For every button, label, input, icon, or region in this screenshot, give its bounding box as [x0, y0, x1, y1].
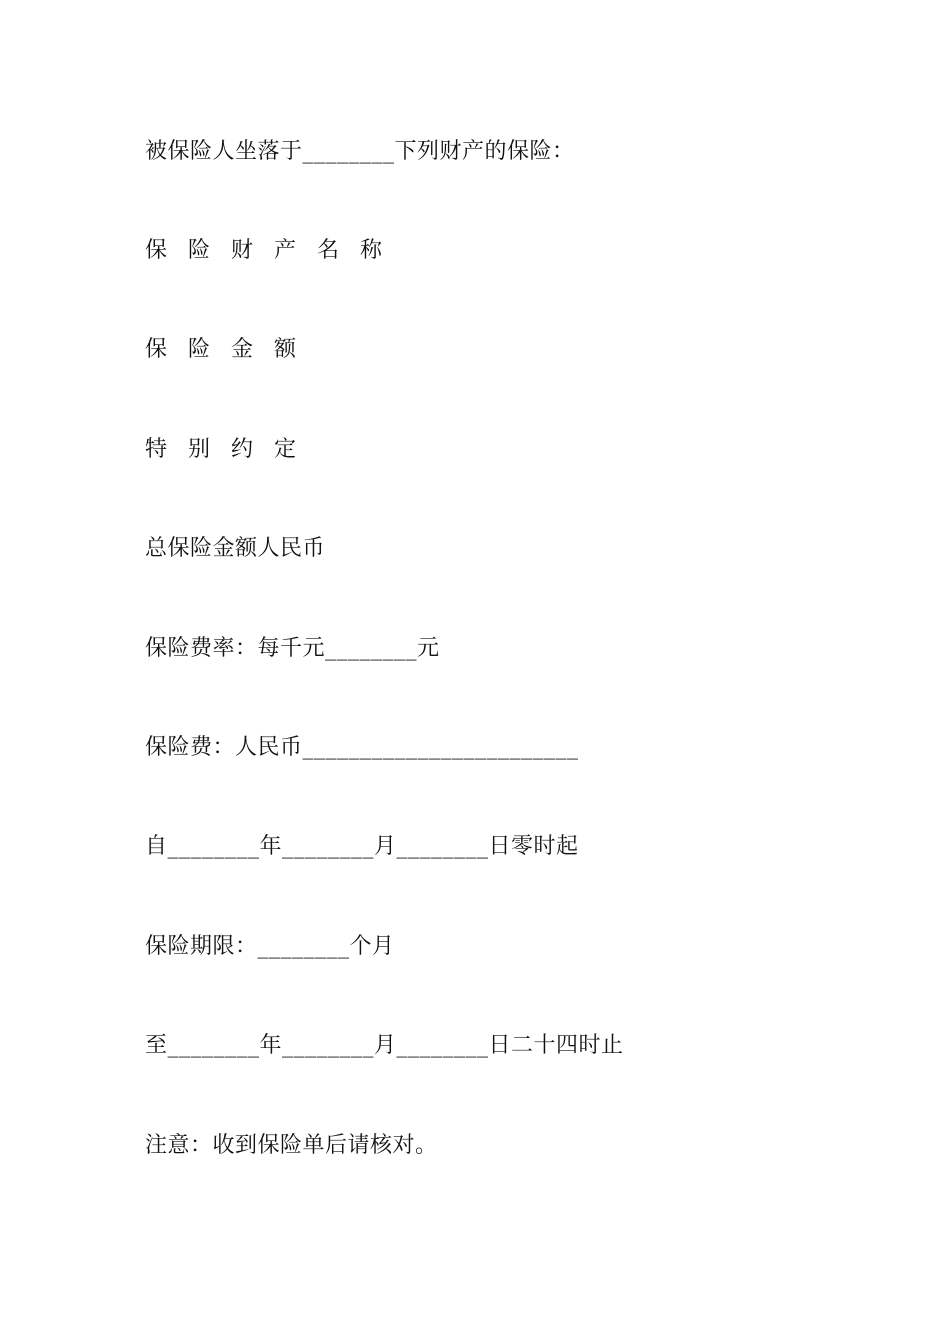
total-insured-amount-line: 总保险金额人民币	[145, 536, 326, 561]
notice-line: 注意：收到保险单后请核对。	[145, 1133, 438, 1158]
insured-location-line: 被保险人坐落于________下列财产的保险：	[145, 139, 575, 164]
premium-rate-line: 保险费率：每千元________元	[145, 636, 440, 661]
end-date-line: 至________年________月________日二十四时止	[145, 1033, 624, 1058]
special-agreement-label: 特别约定	[145, 437, 318, 462]
insured-amount-label: 保险金额	[145, 337, 318, 362]
premium-line: 保险费：人民币________________________	[145, 735, 579, 760]
start-date-line: 自________年________月________日零时起	[145, 834, 579, 859]
insured-property-name-label: 保险财产名称	[145, 238, 404, 263]
insurance-period-line: 保险期限：________个月	[145, 934, 395, 959]
